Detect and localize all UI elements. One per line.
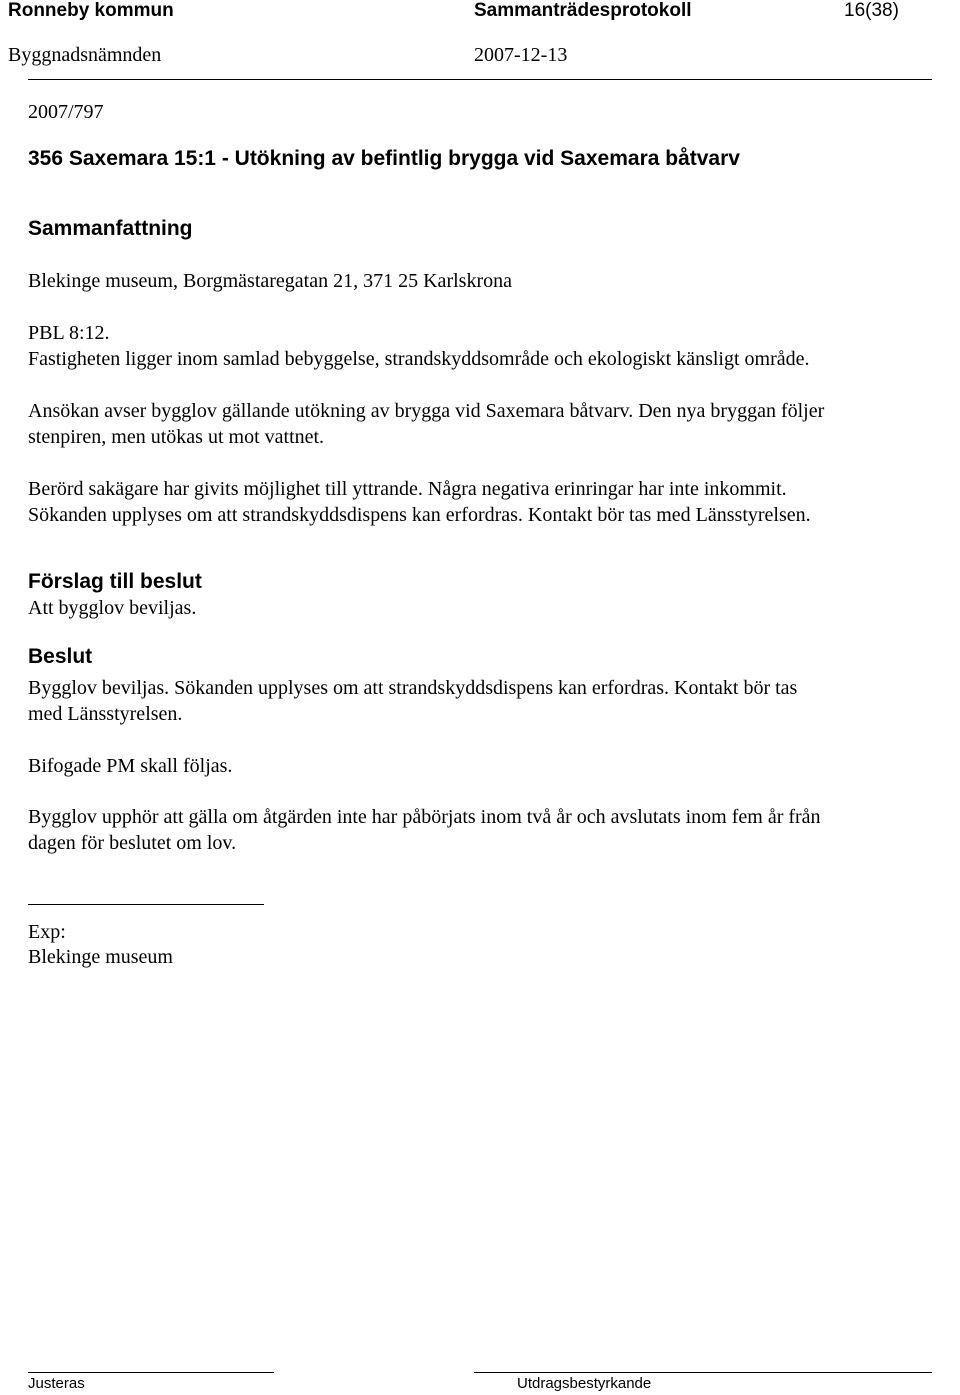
- dispatch-label: Exp:: [28, 921, 66, 943]
- summary-address: Blekinge museum, Borgmästaregatan 21, 371 25 Karlskrona: [28, 270, 512, 292]
- summary-property: Fastigheten ligger inom samlad bebyggelse, strandskyddsområde och ekologiskt känsligt område.: [28, 348, 810, 370]
- dispatch-recipient: Blekinge museum: [28, 946, 173, 968]
- case-number: 2007/797: [28, 101, 104, 123]
- decision-validity-line1: Bygglov upphör att gälla om åtgärden inte har påbörjats inom två år och avslutats inom fem år från: [28, 806, 821, 828]
- case-title: 356 Saxemara 15:1 - Utökning av befintlig brygga vid Saxemara båtvarv: [28, 147, 740, 170]
- footer-extract-certification: Utdragsbestyrkande: [517, 1375, 652, 1392]
- summary-application-line2: stenpiren, men utökas ut mot vattnet.: [28, 426, 325, 448]
- header-doc-type: Sammanträdesprotokoll: [474, 0, 692, 21]
- decision-heading: Beslut: [28, 645, 93, 668]
- decision-line2: med Länsstyrelsen.: [28, 703, 183, 725]
- header-page-number: 16(38): [844, 0, 899, 21]
- decision-validity-line2: dagen för beslutet om lov.: [28, 832, 237, 854]
- proposal-text: Att bygglov beviljas.: [28, 597, 197, 619]
- header-org: Ronneby kommun: [8, 0, 174, 21]
- signature-line: [28, 904, 264, 905]
- footer-justeras: Justeras: [28, 1375, 85, 1392]
- decision-line1: Bygglov beviljas. Sökanden upplyses om att strandskyddsdispens kan erfordras. Kontakt bör tas: [28, 677, 798, 699]
- header-date: 2007-12-13: [474, 44, 568, 66]
- summary-application-line1: Ansökan avser bygglov gällande utökning av brygga vid Saxemara båtvarv. Den nya bryggan följer: [28, 400, 825, 422]
- summary-heading: Sammanfattning: [28, 217, 193, 240]
- header-committee: Byggnadsnämnden: [8, 44, 162, 66]
- proposal-heading: Förslag till beslut: [28, 570, 202, 593]
- summary-pbl: PBL 8:12.: [28, 322, 110, 344]
- summary-parties-line1: Berörd sakägare har givits möjlighet till yttrande. Några negativa erinringar har inte inkommit.: [28, 478, 787, 500]
- footer-justeras-line: [28, 1372, 274, 1373]
- header-divider: [28, 79, 932, 80]
- decision-pm: Bifogade PM skall följas.: [28, 755, 233, 777]
- summary-parties-line2: Sökanden upplyses om att strandskyddsdispens kan erfordras. Kontakt bör tas med Länsstyrelsen.: [28, 504, 811, 526]
- footer-extract-line: [474, 1372, 932, 1373]
